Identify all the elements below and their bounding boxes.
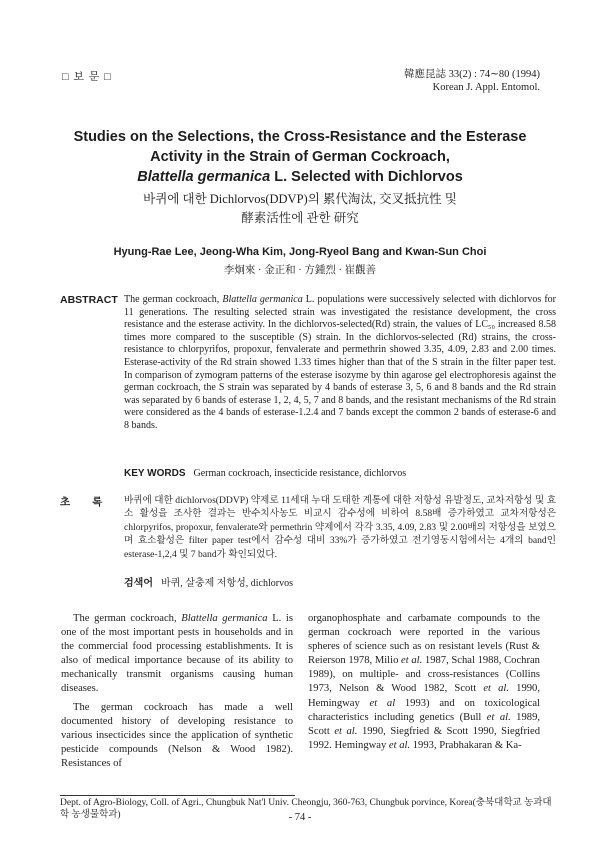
page-number: - 74 - bbox=[288, 812, 312, 823]
body-species: Blattella germanica bbox=[181, 613, 268, 624]
abstract-species: Blattella germanica bbox=[222, 294, 303, 305]
body-paragraph bbox=[308, 612, 540, 753]
body-text: 1989, Scott bbox=[308, 711, 541, 737]
body-paragraph: The german cockroach has made a well documented history of developing resistance to various insecticides since the application of synthetic pesticide compounds (Nelson & Wood 1982). Resistances of bbox=[61, 701, 293, 769]
abstract-label: ABSTRACT bbox=[60, 294, 118, 306]
key-words-text: German cockroach, insecticide resistance, dichlorvos bbox=[193, 468, 407, 479]
korean-key-words-text: 바퀴, 살충제 저항성, dichlorvos bbox=[160, 578, 293, 589]
authors-korean: 李炯來 · 金正和 · 方鍾烈 · 崔觀善 bbox=[223, 265, 377, 276]
journal-citation bbox=[404, 68, 540, 94]
body-etal: et al. bbox=[401, 655, 423, 667]
body-text: 1993) and on toxicological characteristics including genetics (Bull bbox=[308, 697, 540, 723]
body-text: L. is one of the most important pests in households and in the commercial food processing establishments. It is also of medical importance because of its ability to mechanically transmit organisms causing human diseases. bbox=[61, 613, 293, 695]
body-text: 1993, Prabhakaran & Ka- bbox=[410, 739, 522, 751]
authors: Hyung-Rae Lee, Jeong-Wha Kim, Jong-Ryeol Bang and Kwan-Sun Choi bbox=[113, 246, 487, 258]
affiliation-footnote: Dept. of Agro-Biology, Coll. of Agri., Chungbuk Nat'l Univ. Cheongju, 360-763, Chungbuk porvince, Korea(충북대학교 농과대학 농생물학과) bbox=[60, 798, 552, 820]
body-text: 1990, Siegfried & Scott 1990, Siegfried 1992. Hemingway bbox=[308, 725, 540, 751]
body-paragraph bbox=[61, 612, 293, 697]
body-column-left bbox=[61, 612, 293, 771]
title-ko-line-1: 바퀴에 대한 Dichlorvos(DDVP)의 累代淘汰, 交叉抵抗性 및 bbox=[143, 192, 457, 206]
body-etal: et al. bbox=[483, 683, 510, 695]
body-text: 1990, Hemingway bbox=[308, 683, 540, 709]
title-line-2: Activity in the Strain of German Cockroach, bbox=[150, 149, 450, 165]
title-line-1: Studies on the Selections, the Cross-Resistance and the Esterase bbox=[73, 129, 527, 145]
body-etal: et al. bbox=[486, 711, 511, 723]
title-line-3 bbox=[60, 167, 540, 187]
korean-abstract-label: 초록 bbox=[60, 497, 125, 508]
korean-abstract-body: 바퀴에 대한 dichlorvos(DDVP) 약제로 11세대 누대 도태한 계통에 대한 저항성 유발정도, 교차저항성 및 효소 활성을 조사한 결과는 반수치사농도 비교시 감수성에 비하여 8.58배 증가하였고 교차저항성은 chlorpyrifos, propoxur, fenvalerate와 permethrin 약제에서 각각 3.35, 4.09, 2.83 및 2.00배의 저항성을 보였으며 효소활성은 filter paper test에서 감수성 대비 33%가 증가하였고 전기영동시험에서는 4개의 band인 esterase-1,2,4 및 7 band가 확인되었다. bbox=[124, 495, 556, 560]
body-etal: et al. bbox=[388, 739, 411, 751]
title-ko-line-2: 酵素活性에 관한 研究 bbox=[241, 211, 359, 225]
body-etal: et al bbox=[369, 697, 396, 709]
journal-en: Korean J. Appl. Entomol. bbox=[432, 82, 540, 93]
body-text: organophosphate and carbamate compounds to the german cockroach were reported in the various spheres of science such as on resistant levels (Rust & Reierson 1978, Milio bbox=[308, 613, 540, 667]
footnote-divider bbox=[60, 795, 295, 796]
title-species: Blattella germanica bbox=[137, 169, 271, 185]
abstract-text-1: The german cockroach, bbox=[124, 294, 223, 305]
body-text: The german cockroach, bbox=[73, 613, 182, 624]
korean-key-words bbox=[124, 574, 293, 589]
journal-ko: 韓應昆誌 33(2) : 74∼80 (1994) bbox=[404, 69, 540, 80]
paper-title-korean bbox=[60, 190, 540, 228]
body-etal: et al. bbox=[334, 725, 358, 737]
body-column-right bbox=[308, 612, 540, 753]
body-text: 1987, Schal 1988, Cochran 1989), on multiple- and cross-resistances (Collins 1973, Nelson & Wood 1982, Scott bbox=[308, 655, 540, 695]
section-label: □ 보 문 □ bbox=[62, 71, 112, 83]
paper-title bbox=[60, 127, 540, 187]
title-line-3-rest: L. Selected with Dichlorvos bbox=[270, 169, 463, 185]
abstract-body bbox=[124, 294, 556, 433]
key-words bbox=[124, 468, 406, 479]
abstract-text-2: L. populations were successively selected with dichlorvos for 11 generations. The resulting selected strain was investigated the resistance development, the cross resistance and the esterase activity. In the dichlorvos-selected(Rd) strain, the values of LC₅₀ increased 8.58 times more compared to the susceptible (S) strain. In the dichlorvos-selected (Rd) strains, the cross-resistance to chlorpyrifos, propoxur, fenvalerate and permethrin showed 3.35, 4.09, 2.83 and 2.00 times. Esterase-activity of the Rd strain showed 1.33 times higher than that of the S strain in the filter paper test. In comparison of zymogram patterns of the esterase isozyme by thin agarose gel electrophoresis against the german cockroach, the S strain was separated by 4 bands of esterase 3, 5, 6 and 8 bands and the Rd strain was separated by 6 bands of esterase 1, 2, 4, 5, 7 and 8 bands, and the resistant mechanisms of the Rd strain were considered as the 4 bands of esterase-1.2.4 and 7 bands except the common 2 bands of esterase-6 and 8 bands. bbox=[124, 294, 557, 431]
key-words-label: KEY WORDS bbox=[124, 468, 186, 479]
korean-key-words-label: 검색어 bbox=[124, 578, 153, 589]
